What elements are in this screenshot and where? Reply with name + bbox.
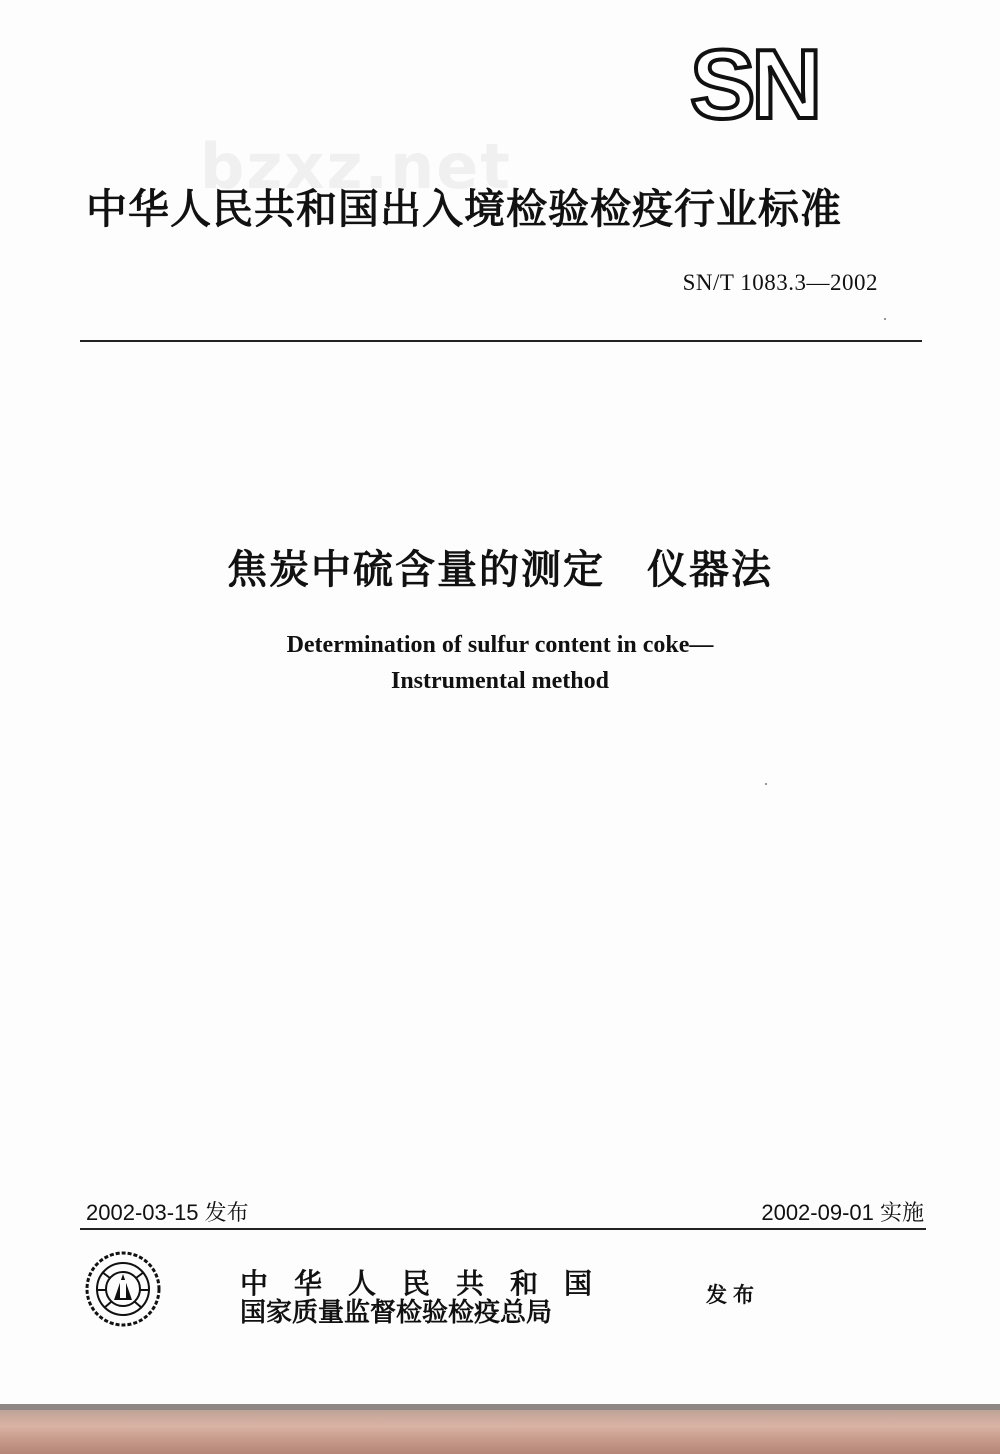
title-chinese: 焦炭中硫含量的测定 仪器法 <box>227 547 773 593</box>
background-strip <box>0 1404 1000 1454</box>
svg-text:SN: SN <box>690 40 819 126</box>
standard-number: SN/T 1083.3—2002 <box>682 270 878 295</box>
publish-label: 发布 <box>706 1283 760 1307</box>
title-english-line2: Instrumental method <box>390 668 609 694</box>
publish-date: 2002-03-15 发布 <box>86 1200 249 1225</box>
title-english-line1: Determination of sulfur content in coke— <box>286 632 714 658</box>
header-title: 中华人民共和国出入境检验检疫行业标准 <box>86 185 842 233</box>
page-edge-shadow <box>0 1404 1000 1410</box>
seal-emblem-icon <box>84 1250 162 1328</box>
header-divider <box>80 340 922 342</box>
scan-speck <box>765 783 767 785</box>
footer-divider <box>80 1228 926 1230</box>
watermark: bzxz.net <box>200 130 512 203</box>
issuer-line1: 中华人民共和国 <box>240 1267 619 1300</box>
sn-logo <box>688 40 854 126</box>
implement-date: 2002-09-01 实施 <box>761 1200 924 1225</box>
issuer-line2: 国家质量监督检验检疫总局 <box>240 1298 553 1328</box>
scan-speck <box>884 318 886 320</box>
